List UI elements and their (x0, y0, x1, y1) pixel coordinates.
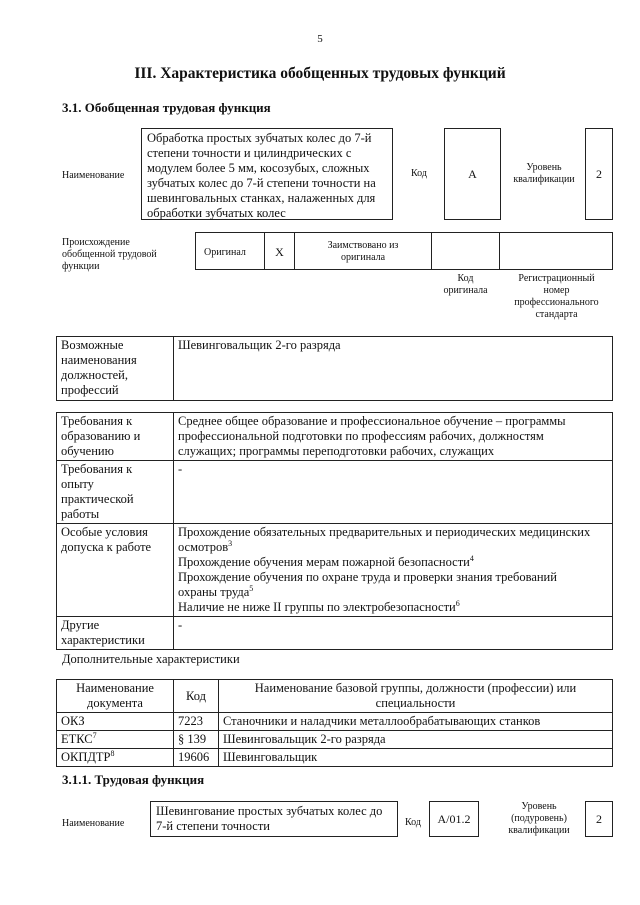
origin-reg-number-label (500, 273, 613, 321)
origin-reg-line: стандарта (535, 309, 578, 320)
tf-code-value: А/01.2 (437, 812, 471, 826)
origin-label-line: Происхождение (62, 237, 130, 248)
origin-reg-line: профессионального (514, 297, 599, 308)
table-row: ЕТКС$^7$ § 139 Шевинговальщик 2-го разряда (57, 731, 613, 749)
table-row: ОКЗ 7223 Станочники и наладчики металлообрабатывающих станков (57, 713, 613, 731)
additional-table (56, 679, 613, 767)
additional-header-doc: Наименование документа (57, 680, 174, 713)
tf-code-box (429, 801, 479, 837)
requirements-row-special (57, 524, 613, 617)
gtf-level-label (510, 162, 578, 186)
positions-value: Шевинговальщик 2-го разряда (174, 337, 613, 401)
additional-header-code: Код (174, 680, 219, 713)
tf-level-label: Уровень (подуровень) квалификации (508, 801, 570, 836)
gtf-name-line: Обработка простых зубчатых колес до 7-й (147, 131, 372, 145)
gtf-name-line: степени точности и цилиндрических с (147, 146, 352, 160)
gtf-level-value: 2 (596, 167, 602, 181)
additional-heading: Дополнительные характеристики (62, 652, 240, 666)
positions-table (56, 336, 613, 401)
gtf-name-line: зубчатых колес до 7-й степени точности на (147, 176, 376, 190)
tf-heading: 3.1.1. Трудовая функция (62, 772, 205, 787)
additional-header-name: Наименование базовой группы, должности (профессии) или специальности (219, 680, 613, 713)
gtf-name-line: шевинговальных станках, налаженных для (147, 191, 376, 205)
tf-level-value: 2 (596, 812, 602, 826)
gtf-level-box (585, 128, 613, 220)
origin-label (62, 237, 157, 273)
gtf-level-label-line: квалификации (513, 174, 575, 185)
tf-code-label: Код (405, 817, 421, 828)
tf-name-box (150, 801, 398, 837)
gtf-code-box (444, 128, 501, 220)
gtf-name-line: обработки зубчатых колес (147, 206, 286, 220)
origin-reg-line: Регистрационный (518, 273, 595, 284)
tf-name-line: Шевингование простых зубчатых колес до (156, 804, 383, 818)
gtf-heading: 3.1. Обобщенная трудовая функция (62, 100, 271, 115)
requirements-row-experience (57, 461, 613, 524)
requirements-value: Среднее общее образование и профессиональное обучение – программы профессиональной подготовки по профессиям рабочих, должностям служащих; программы переподготовки рабочих, служащих (174, 413, 613, 461)
origin-code-line: Код (457, 273, 474, 284)
requirements-value: - (174, 617, 613, 650)
origin-code-line: оригинала (443, 285, 488, 296)
requirements-table (56, 412, 613, 650)
requirements-row-education (57, 413, 613, 461)
origin-original-mark: X (275, 245, 284, 259)
origin-original-label: Оригинал (204, 247, 246, 258)
gtf-code-value: А (468, 167, 477, 181)
origin-label-line: функции (62, 261, 100, 272)
origin-borrowed-line: Заимствовано из (327, 240, 399, 251)
requirements-label: Требования к опыту практической работы (57, 461, 174, 524)
origin-borrowed-line: оригинала (340, 252, 386, 263)
positions-label: Возможные наименования должностей, профессий (57, 337, 174, 401)
page-number: 5 (317, 33, 323, 45)
requirements-row-other (57, 617, 613, 650)
additional-header-row (57, 680, 613, 713)
requirements-label: Требования к образованию и обучению (57, 413, 174, 461)
origin-label-line: обобщенной трудовой (62, 249, 157, 260)
origin-code-original-label (432, 273, 499, 297)
origin-reg-line: номер (543, 285, 570, 296)
gtf-name-line: модулем более 5 мм, косозубых, сложных (147, 161, 370, 175)
requirements-label: Другие характеристики (57, 617, 174, 650)
requirements-value: - (174, 461, 613, 524)
requirements-label: Особые условия допуска к работе (57, 524, 174, 617)
tf-level-box (585, 801, 613, 837)
section-title: III. Характеристика обобщенных трудовых функций (134, 65, 506, 82)
tf-name-label: Наименование (62, 818, 125, 829)
tf-name-line: 7-й степени точности (156, 819, 270, 833)
gtf-name-label: Наименование (62, 170, 125, 181)
gtf-code-label: Код (411, 168, 427, 179)
gtf-name-box (141, 128, 393, 220)
requirements-value: Прохождение обязательных предварительных и периодических медицинских осмотров$^3$ Прохождение обучения мерам пожарной безопасности$^4$ Прохождение обучения по охране труда и проверки знания требований охраны труда$^5$ Наличие не ниже II группы по электробезопасности$^6$ (174, 524, 613, 617)
gtf-level-label-line: Уровень (526, 162, 562, 173)
origin-borrowed-label (295, 240, 431, 264)
table-row: ОКПДТР$^8$ 19606 Шевинговальщик (57, 749, 613, 767)
